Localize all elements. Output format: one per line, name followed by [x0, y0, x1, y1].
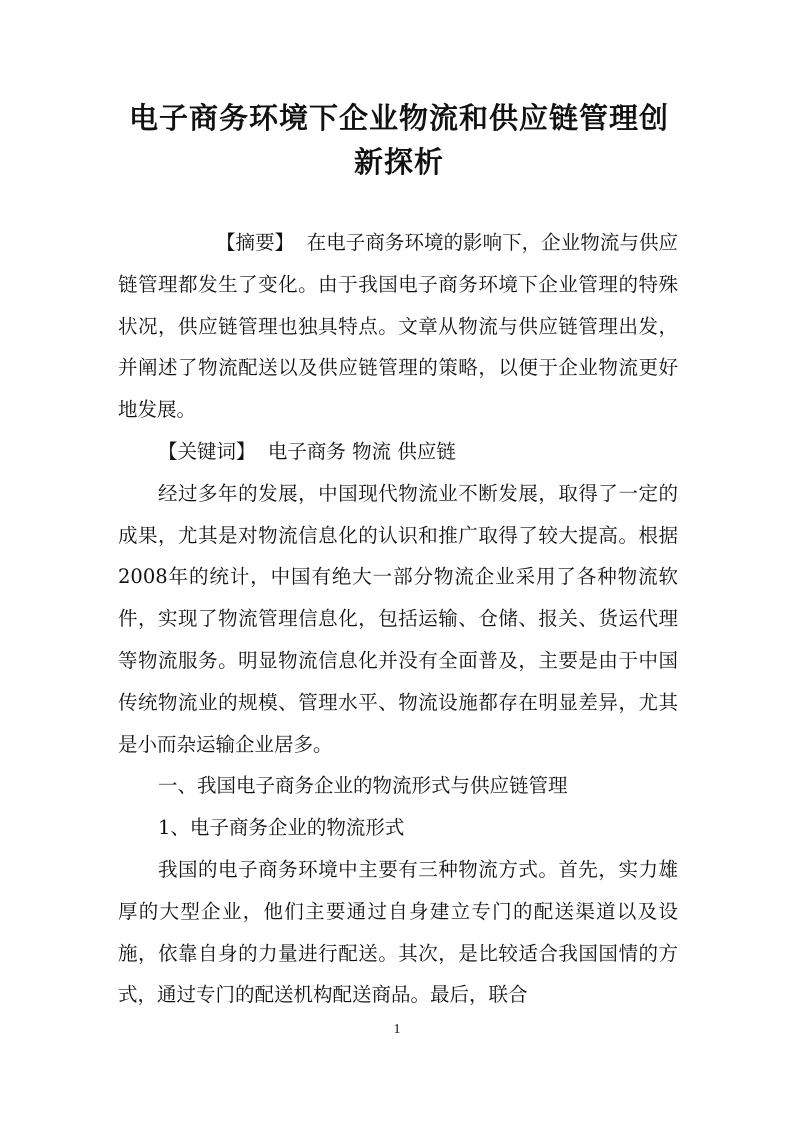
body-paragraph-1: 经过多年的发展，中国现代物流业不断发展，取得了一定的成果，尤其是对物流信息化的认识和推广取得了较大提高。根据2008年的统计，中国有绝大一部分物流企业采用了各种物流软件，实现了物流管理信息化，包括运输、仓储、报关、货运代理等物流服务。明显物流信息化并没有全面普及，主要是由于中国传统物流业的规模、管理水平、物流设施都存在明显差异，尤其是小而杂运输企业居多。	[118, 481, 678, 756]
page-number: 1	[393, 1022, 401, 1037]
keywords-text: 电子商务 物流 供应链	[267, 439, 456, 463]
keywords-label: 【关键词】	[158, 439, 256, 463]
keywords-paragraph	[118, 431, 678, 473]
abstract-label: 【摘要】	[216, 231, 295, 254]
body-paragraph-2: 我国的电子商务环境中主要有三种物流方式。首先，实力雄厚的大型企业，他们主要通过自身建立专门的配送渠道以及设施，依靠自身的力量进行配送。其次，是比较适合我国国情的方式，通过专门的配送机构配送商品。最后，联合	[118, 857, 678, 1007]
abstract-text: 在电子商务环境的影响下，企业物流与供应链管理都发生了变化。由于我国电子商务环境下企业管理的特殊状况，供应链管理也独具特点。文章从物流与供应链管理出发，并阐述了物流配送以及供应链管理的策略，以便于企业物流更好地发展。	[118, 231, 678, 422]
document-body	[118, 222, 678, 1016]
subsection-heading-1-1: 1、电子商务企业的物流形式	[158, 816, 405, 840]
abstract-paragraph	[118, 222, 678, 431]
document-title: 电子商务环境下企业物流和供应链管理创新探析	[128, 101, 669, 179]
section-heading-1: 一、我国电子商务企业的物流形式与供应链管理	[158, 774, 568, 798]
